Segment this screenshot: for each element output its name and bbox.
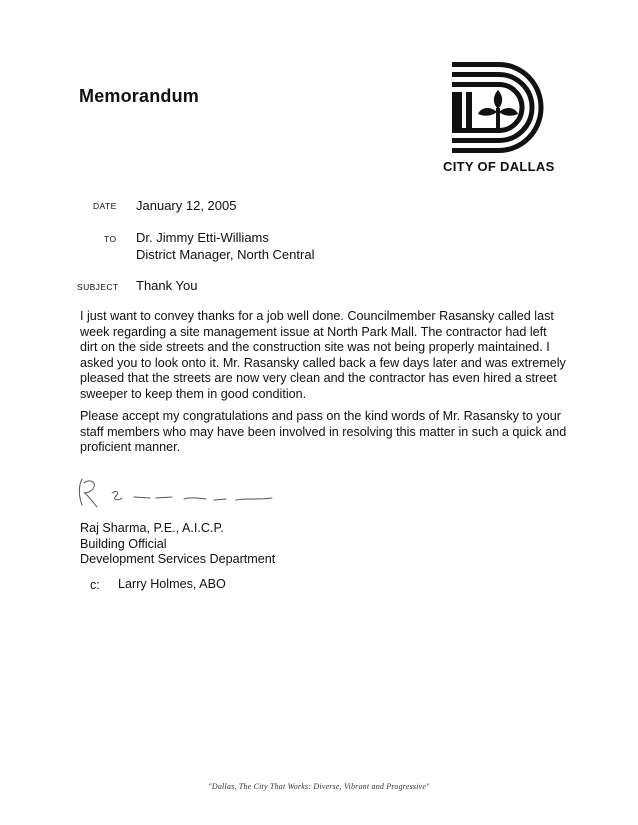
body-line: pleased that the streets are now very clean and the contractor has even hired a street	[80, 371, 557, 386]
date-value: January 12, 2005	[136, 198, 237, 213]
org-name: CITY OF DALLAS	[443, 159, 555, 174]
body-line: week regarding a site management issue at North Park Mall. The contractor had left	[80, 324, 547, 339]
cc-label: c:	[90, 578, 100, 592]
to-recipient	[136, 229, 314, 263]
to-line-name: Dr. Jimmy Etti-Williams	[136, 230, 269, 245]
body-paragraph-1	[80, 309, 570, 403]
body-paragraph-2	[80, 409, 570, 456]
memo-title: Memorandum	[79, 86, 200, 106]
body-line: asked you to look onto it. Mr. Rasansky called back a few days later and was extremely	[80, 355, 566, 370]
body-line: sweeper to keep them in good condition.	[80, 386, 307, 401]
body-line: proficient manner.	[80, 440, 181, 455]
to-line-title: District Manager, North Central	[136, 247, 315, 262]
body-line: I just want to convey thanks for a job well done. Councilmember Rasansky called last	[80, 309, 554, 323]
signature-block	[80, 521, 275, 568]
signer-name: Raj Sharma, P.E., A.I.C.P.	[80, 521, 224, 535]
subject-value: Thank You	[136, 278, 198, 293]
body-line: Please accept my congratulations and pass on the kind words of Mr. Rasansky to your	[80, 409, 561, 423]
handwritten-signature	[76, 473, 286, 513]
footer-tagline: "Dallas, The City That Works: Diverse, Vibrant and Progressive"	[208, 782, 430, 791]
body-line: staff members who may have been involved in resolving this matter in such a quick and	[80, 424, 567, 439]
cc-recipient: Larry Holmes, ABO	[118, 577, 226, 591]
subject-label: SUBJECT	[77, 282, 119, 292]
body-line: dirt on the side streets and the construction site was not being properly maintained. I	[80, 340, 550, 355]
date-label: DATE	[93, 201, 117, 211]
city-of-dallas-logo-icon	[452, 62, 544, 158]
to-label: TO	[104, 234, 117, 244]
signer-department: Development Services Department	[80, 552, 276, 567]
signer-title: Building Official	[80, 536, 167, 551]
